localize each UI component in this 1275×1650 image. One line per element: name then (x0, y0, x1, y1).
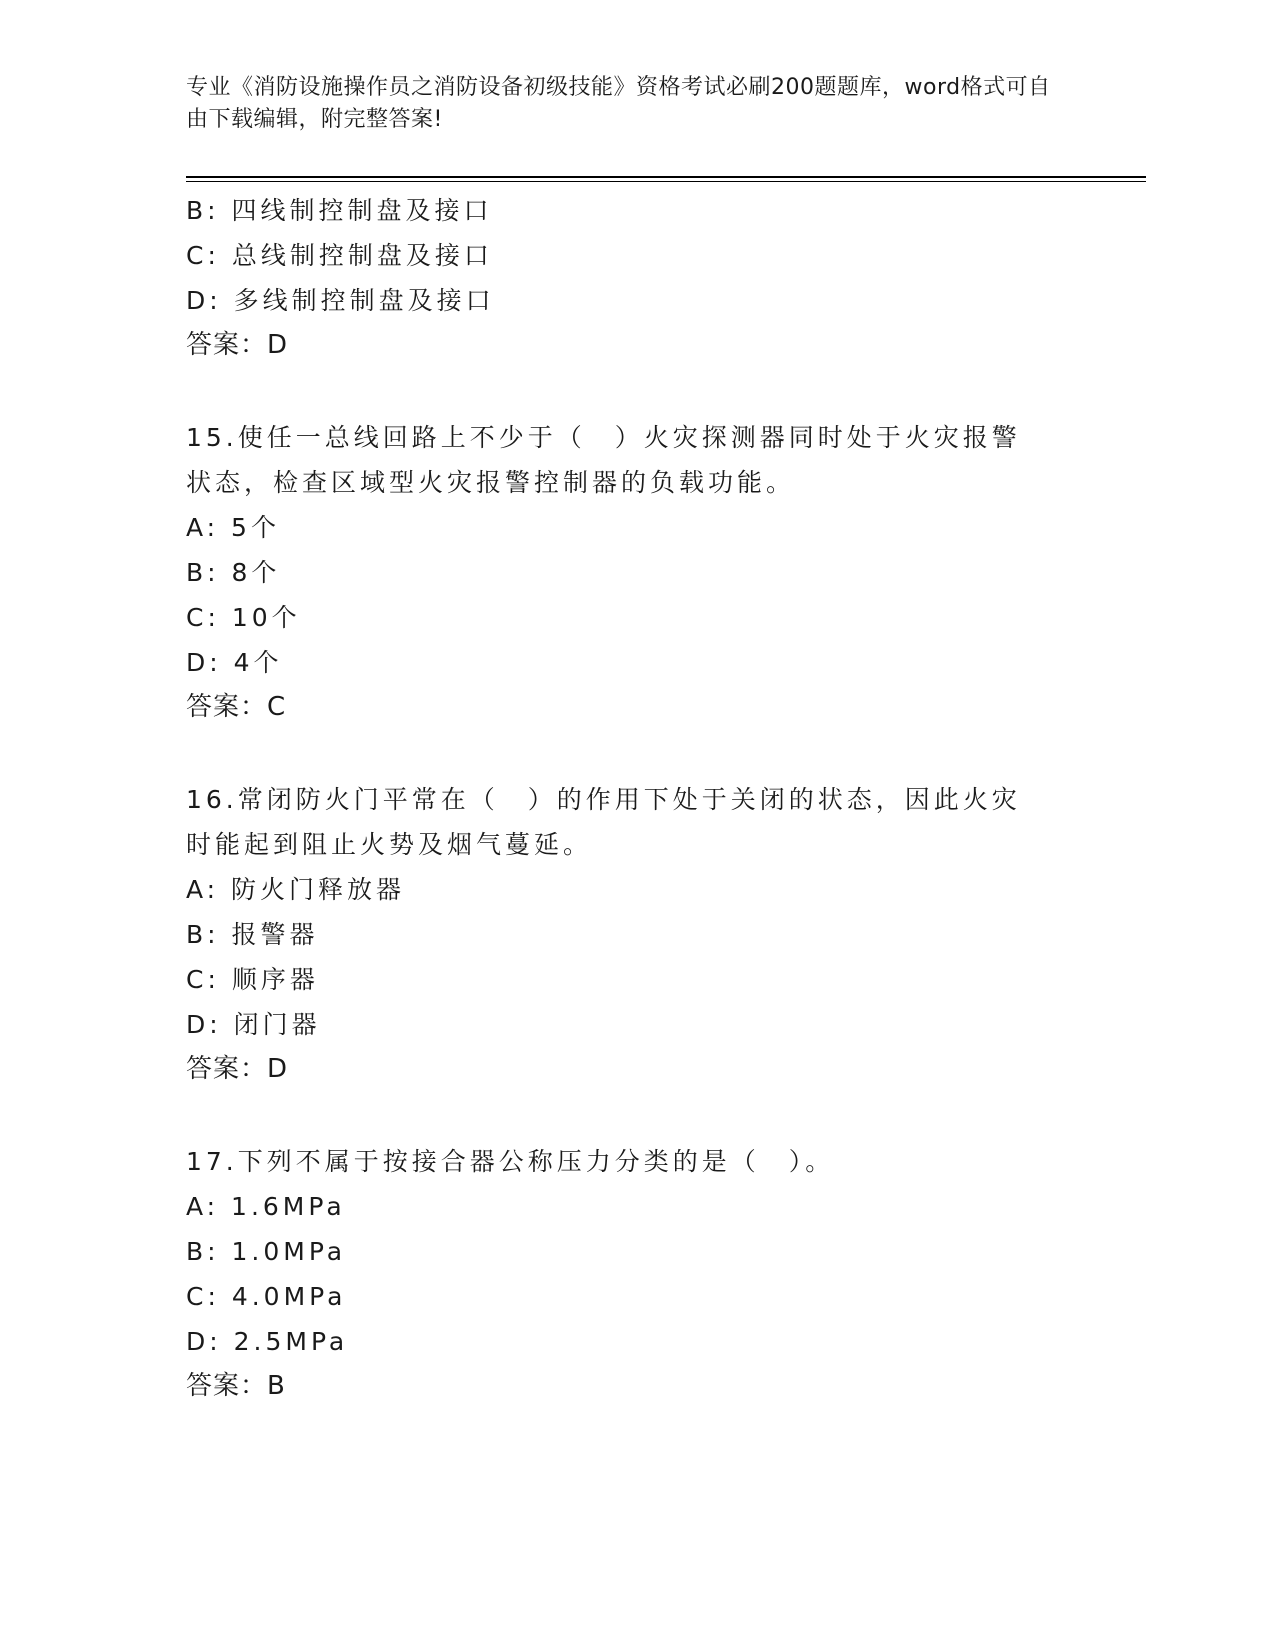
answer: 答案：D (186, 330, 289, 360)
question-17 (186, 1139, 1086, 1409)
option-b: B: 1.0MPa (186, 1237, 347, 1266)
answer: 答案：C (186, 692, 287, 722)
option-b: B: 四线制控制盘及接口 (186, 196, 493, 225)
answer: 答案：B (186, 1371, 286, 1401)
option-c: C: 总线制控制盘及接口 (186, 241, 493, 270)
option-d: D: 闭门器 (186, 1010, 321, 1039)
question-stem: 15.使任一总线回路上不少于（ ）火灾探测器同时处于火灾报警状态，检查区域型火灾报警控制器的负载功能。 (186, 423, 1021, 497)
spacer (186, 368, 1086, 415)
header-divider-thin (186, 181, 1146, 182)
option-c: C: 10个 (186, 603, 301, 632)
header-divider-thick (186, 176, 1146, 178)
option-c: C: 顺序器 (186, 965, 319, 994)
question-stem: 16.常闭防火门平常在（ ）的作用下处于关闭的状态，因此火灾时能起到阻止火势及烟气蔓延。 (186, 785, 1021, 859)
option-c: C: 4.0MPa (186, 1282, 347, 1311)
question-list (186, 188, 1086, 1409)
option-a: A: 1.6MPa (186, 1192, 346, 1221)
spacer (186, 730, 1086, 777)
option-a: A: 5个 (186, 513, 280, 542)
option-b: B: 报警器 (186, 920, 319, 949)
option-b: B: 8个 (186, 558, 281, 587)
question-16 (186, 777, 1086, 1092)
option-a: A: 防火门释放器 (186, 875, 406, 904)
option-d: D: 多线制控制盘及接口 (186, 286, 495, 315)
spacer (186, 1092, 1086, 1139)
previous-question-tail (186, 188, 1086, 368)
document-header: 专业《消防设施操作员之消防设备初级技能》资格考试必刷200题题库，word格式可自由下载编辑，附完整答案! (186, 75, 1051, 132)
option-d: D: 2.5MPa (186, 1327, 349, 1356)
question-stem: 17.下列不属于按接合器公称压力分类的是（ ）。 (186, 1147, 835, 1176)
question-15 (186, 415, 1086, 730)
option-d: D: 4个 (186, 648, 283, 677)
answer: 答案：D (186, 1054, 289, 1084)
